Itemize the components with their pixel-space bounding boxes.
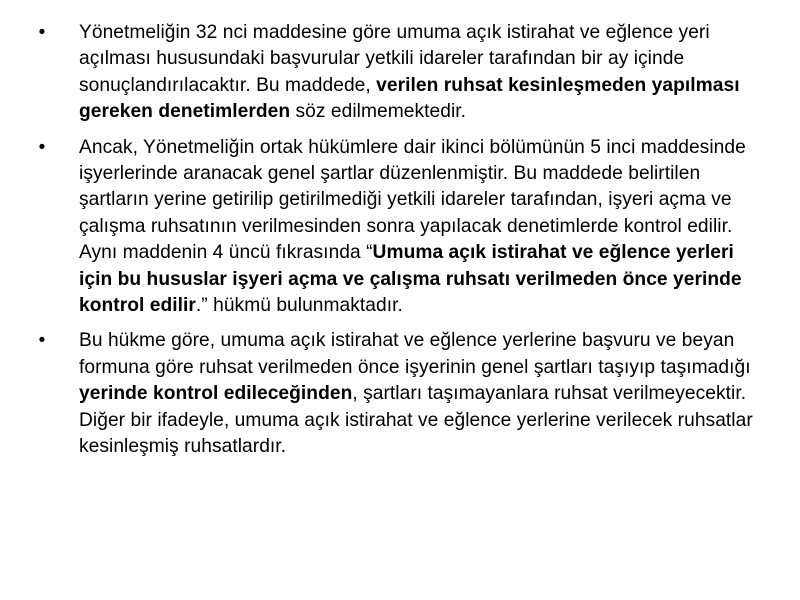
bullet-dot-icon: • bbox=[38, 22, 46, 43]
bullet-list bbox=[32, 20, 756, 461]
bullet-text bbox=[79, 330, 753, 457]
bullet-item bbox=[32, 135, 756, 320]
bullet-text bbox=[79, 22, 740, 122]
text-segment: Ancak, Yönetmeliğin ortak hükümlere dair ikinci bölümünün 5 inci maddesinde işyerlerinde aranacak genel şartlar düzenlenmiştir. Bu maddede belirtilen şartların yerine getirilip getirilmediği yetkili idareler tarafından, işyeri açma ve çalışma ruhsatının verilmesinden sonra yapılacak denetimlerde kontrol edilir. Aynı maddenin 4 üncü fıkrasında “ bbox=[79, 136, 746, 264]
text-segment: Bu hükme göre, umuma açık istirahat ve eğlence yerlerine başvuru ve beyan formuna göre ruhsat verilmeden önce işyerinin genel şartları taşıyıp taşımadığı bbox=[79, 330, 751, 378]
bullet-item bbox=[32, 328, 756, 460]
text-segment: , şartları taşımayanlara ruhsat verilmeyecektir. Diğer bir ifadeyle, umuma açık istirahat ve eğlence yerlerine verilecek ruhsatlar kesinleşmiş ruhsatlardır. bbox=[79, 383, 753, 458]
text-segment: söz edilmemektedir. bbox=[290, 101, 467, 123]
bold-text-segment: yerinde kontrol edileceğinden bbox=[79, 383, 353, 405]
bullet-item bbox=[32, 20, 756, 126]
bullet-text bbox=[79, 137, 746, 316]
bold-text-segment: Umuma açık istirahat ve eğlence yerleri için bu hususlar işyeri açma ve çalışma ruhsatı verilmeden önce yerinde kontrol edilir bbox=[79, 242, 742, 317]
text-segment: .” hükmü bulunmaktadır. bbox=[195, 295, 403, 317]
bold-text-segment: verilen ruhsat kesinleşmeden yapılması gereken denetimlerden bbox=[79, 74, 740, 123]
text-segment: Yönetmeliğin 32 nci maddesine göre umuma açık istirahat ve eğlence yeri açılması hususundaki başvurular yetkili idareler tarafından bir ay içinde sonuçlandırılacaktır. Bu maddede, bbox=[79, 22, 710, 96]
bullet-dot-icon: • bbox=[38, 330, 46, 352]
bullet-dot-icon: • bbox=[38, 136, 46, 158]
